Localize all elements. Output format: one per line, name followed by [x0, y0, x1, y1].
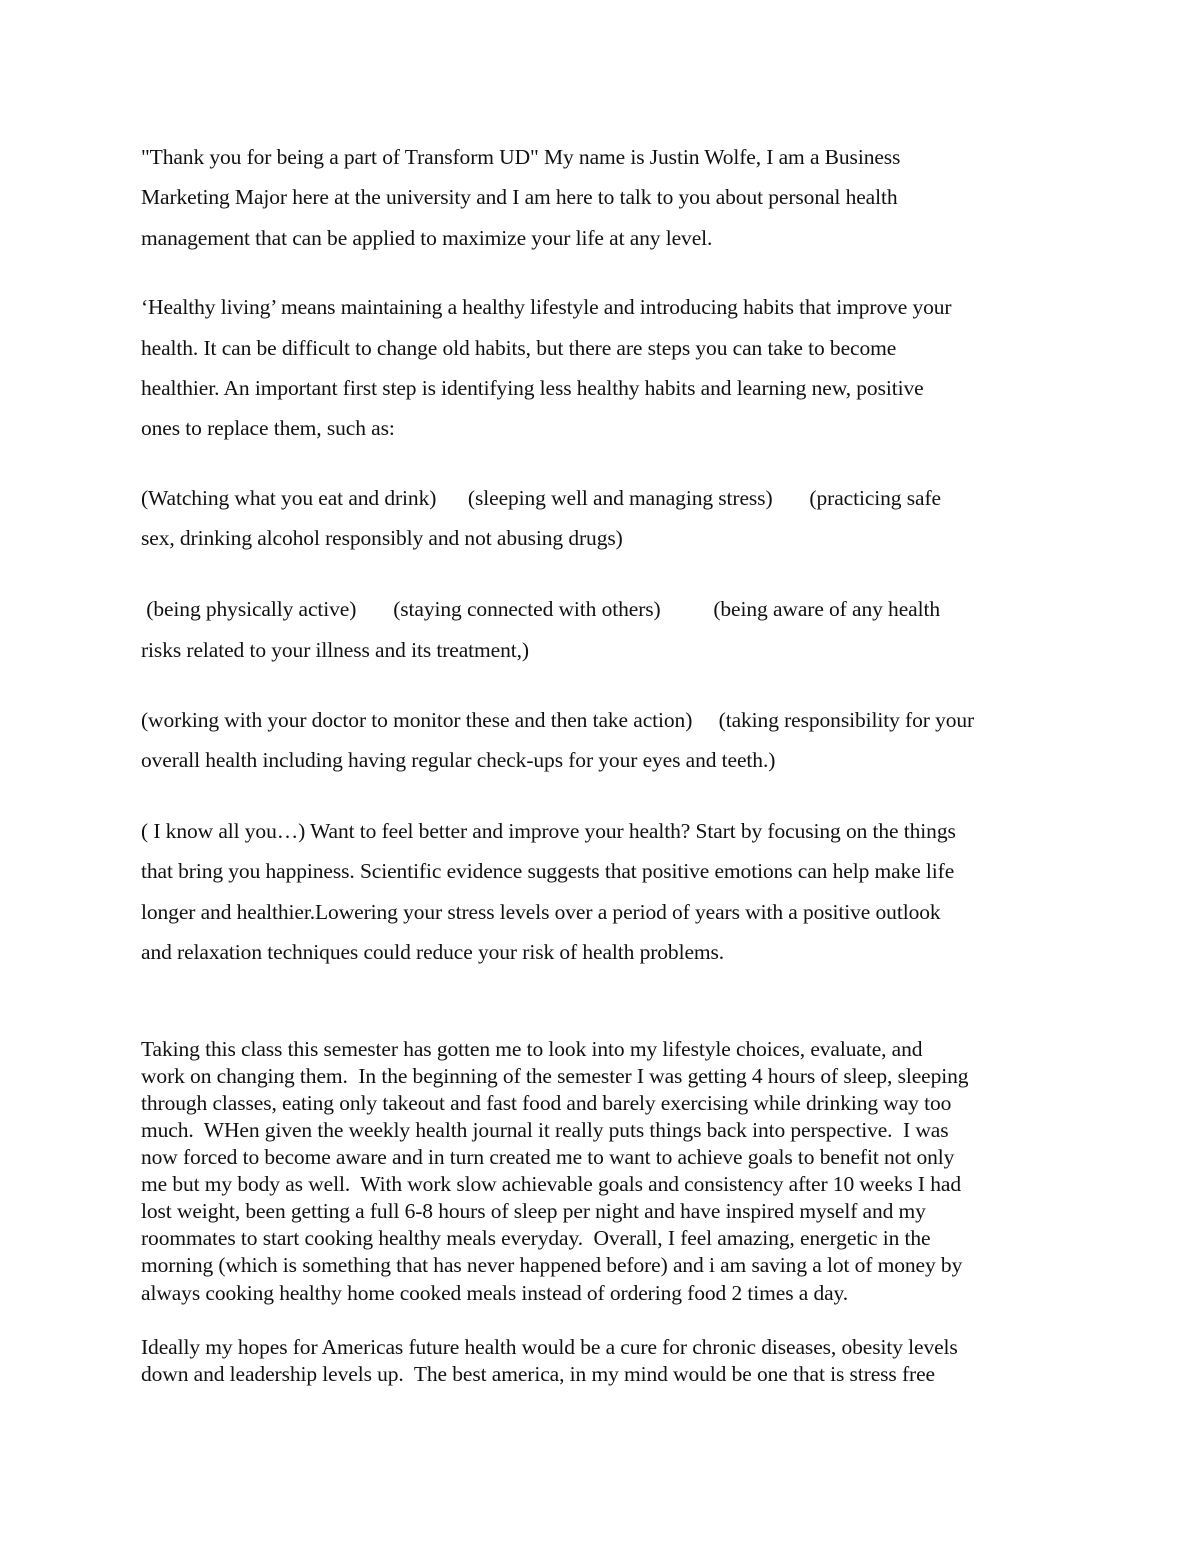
text-line: ( I know all you…) Want to feel better and improve your health? Start by focusing on the things	[141, 819, 956, 843]
text-line: me but my body as well. With work slow achievable goals and consistency after 10 weeks I had	[141, 1172, 961, 1196]
text-line: now forced to become aware and in turn created me to want to achieve goals to benefit not only	[141, 1145, 955, 1169]
text-line: (working with your doctor to monitor these and then take action) (taking responsibility for your	[141, 708, 975, 732]
text-line: that bring you happiness. Scientific evidence suggests that positive emotions can help make life	[141, 859, 955, 883]
text-line: management that can be applied to maximize your life at any level.	[141, 226, 713, 250]
text-line: ‘Healthy living’ means maintaining a healthy lifestyle and introducing habits that improve your	[141, 295, 952, 319]
text-line: healthier. An important first step is identifying less healthy habits and learning new, positive	[141, 376, 924, 400]
text-line: always cooking healthy home cooked meals instead of ordering food 2 times a day.	[141, 1281, 849, 1305]
text-line: and relaxation techniques could reduce your risk of health problems.	[141, 940, 725, 964]
text-line: ones to replace them, such as:	[141, 416, 395, 440]
text-line: overall health including having regular check-ups for your eyes and teeth.)	[141, 748, 776, 772]
text-line: through classes, eating only takeout and fast food and barely exercising while drinking way too	[141, 1091, 952, 1115]
text-line: "Thank you for being a part of Transform UD" My name is Justin Wolfe, I am a Business	[141, 145, 901, 169]
text-line: down and leadership levels up. The best america, in my mind would be one that is stress free	[141, 1362, 935, 1386]
text-line: Ideally my hopes for Americas future health would be a cure for chronic diseases, obesity levels	[141, 1335, 958, 1359]
text-line: (being physically active) (staying connected with others) (being aware of any health	[141, 597, 940, 621]
text-line: longer and healthier.Lowering your stress levels over a period of years with a positive outlook	[141, 900, 941, 924]
text-line: roommates to start cooking healthy meals everyday. Overall, I feel amazing, energetic in the	[141, 1226, 931, 1250]
text-line: Taking this class this semester has gotten me to look into my lifestyle choices, evaluate, and	[141, 1037, 923, 1061]
text-line: health. It can be difficult to change old habits, but there are steps you can take to become	[141, 336, 897, 360]
text-line: Marketing Major here at the university and I am here to talk to you about personal health	[141, 185, 898, 209]
text-line: much. WHen given the weekly health journal it really puts things back into perspective. I was	[141, 1118, 949, 1142]
text-line: risks related to your illness and its treatment,)	[141, 638, 529, 662]
text-line: sex, drinking alcohol responsibly and not abusing drugs)	[141, 526, 623, 550]
text-line: lost weight, been getting a full 6-8 hours of sleep per night and have inspired myself and my	[141, 1199, 926, 1223]
text-line: (Watching what you eat and drink) (sleeping well and managing stress) (practicing safe	[141, 486, 941, 510]
text-line: work on changing them. In the beginning of the semester I was getting 4 hours of sleep, sleeping	[141, 1064, 969, 1088]
text-line: morning (which is something that has never happened before) and i am saving a lot of money by	[141, 1253, 963, 1277]
